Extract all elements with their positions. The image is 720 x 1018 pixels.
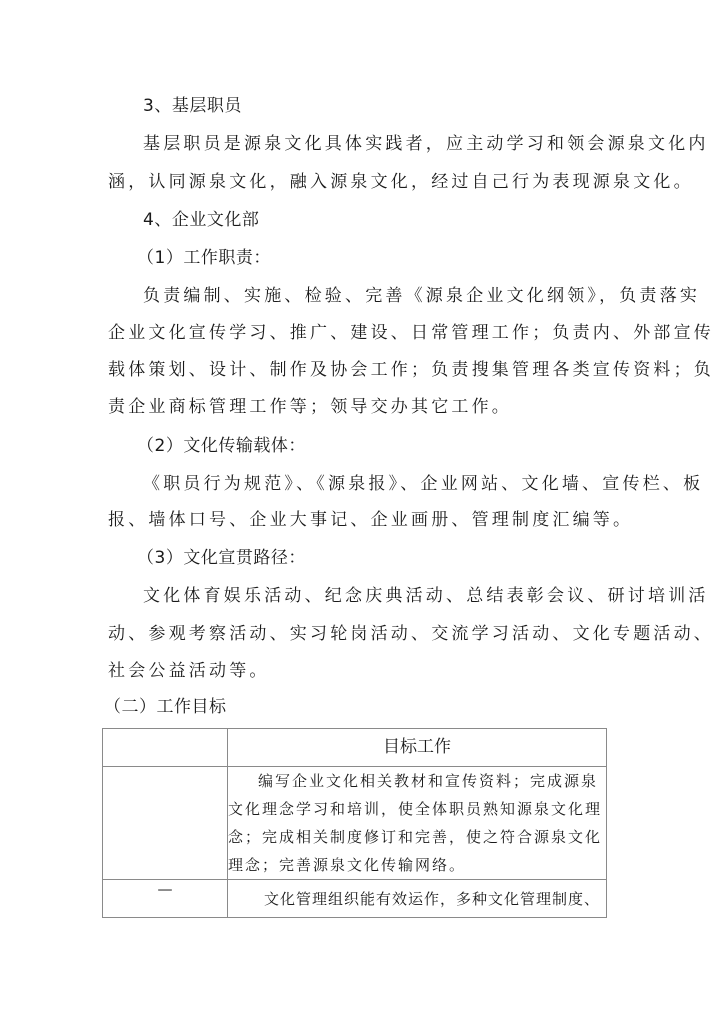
paths-heading: （3）文化宣贯路径： [137,548,306,568]
duties-line-1: 负责编制、实施、检验、完善《源泉企业文化纲领》，负责落实 [143,286,701,306]
section-4-heading: 4、企业文化部 [143,210,260,230]
section-3-heading: 3、基层职员 [143,96,242,116]
carriers-heading: （2）文化传输载体： [137,436,306,456]
goals-table [102,728,607,918]
goal-line-1: 文化管理组织能有效运作，多种文化管理制度、 [263,890,600,908]
table-header-cell-goal-work: 目标工作 [227,729,606,767]
carriers-line-1: 《职员行为规范》、《源泉报》、企业网站、文化墙、宣传栏、板 [143,474,704,494]
goal-line-4: 理念；完善源泉文化传输网络。 [227,856,466,874]
duties-line-4: 责企业商标管理工作等；领导交办其它工作。 [108,397,512,417]
duties-line-3: 载体策划、设计、制作及协会工作；负责搜集管理各类宣传资料；负 [108,360,714,380]
table-cell-goal [227,880,606,918]
duties-line-2: 企业文化宣传学习、推广、建设、日常管理工作；负责内、外部宣传 [108,323,714,343]
table-row [103,880,607,918]
paths-line-3: 社会公益活动等。 [108,661,270,681]
table-header-cell-left [103,729,228,767]
section-3-line-2: 涵，认同源泉文化，融入源泉文化，经过自己行为表现源泉文化。 [108,172,694,192]
duties-heading: （1）工作职责： [137,248,271,268]
carriers-line-2: 报、墙体口号、企业大事记、企业画册、管理制度汇编等。 [108,510,634,530]
paths-line-1: 文化体育娱乐活动、纪念庆典活动、总结表彰会议、研讨培训活 [143,586,709,606]
table-cell-left-dash: — [103,880,228,918]
paths-line-2: 动、参观考察活动、实习轮岗活动、交流学习活动、文化专题活动、 [108,624,714,644]
goal-line-1: 编写企业文化相关教材和宣传资料；完成源泉 [257,772,598,790]
goal-line-3: 念；完成相关制度修订和完善，使之符合源泉文化 [227,828,602,846]
table-header-row [103,729,607,767]
section-3-line-1: 基层职员是源泉文化具体实践者，应主动学习和领会源泉文化内 [143,134,709,154]
table-cell-goal [227,767,606,880]
goals-heading: （二）工作目标 [104,697,227,717]
goal-line-2: 文化理念学习和培训，使全体职员熟知源泉文化理 [227,800,602,818]
table-row [103,767,607,880]
table-cell-left [103,767,228,880]
